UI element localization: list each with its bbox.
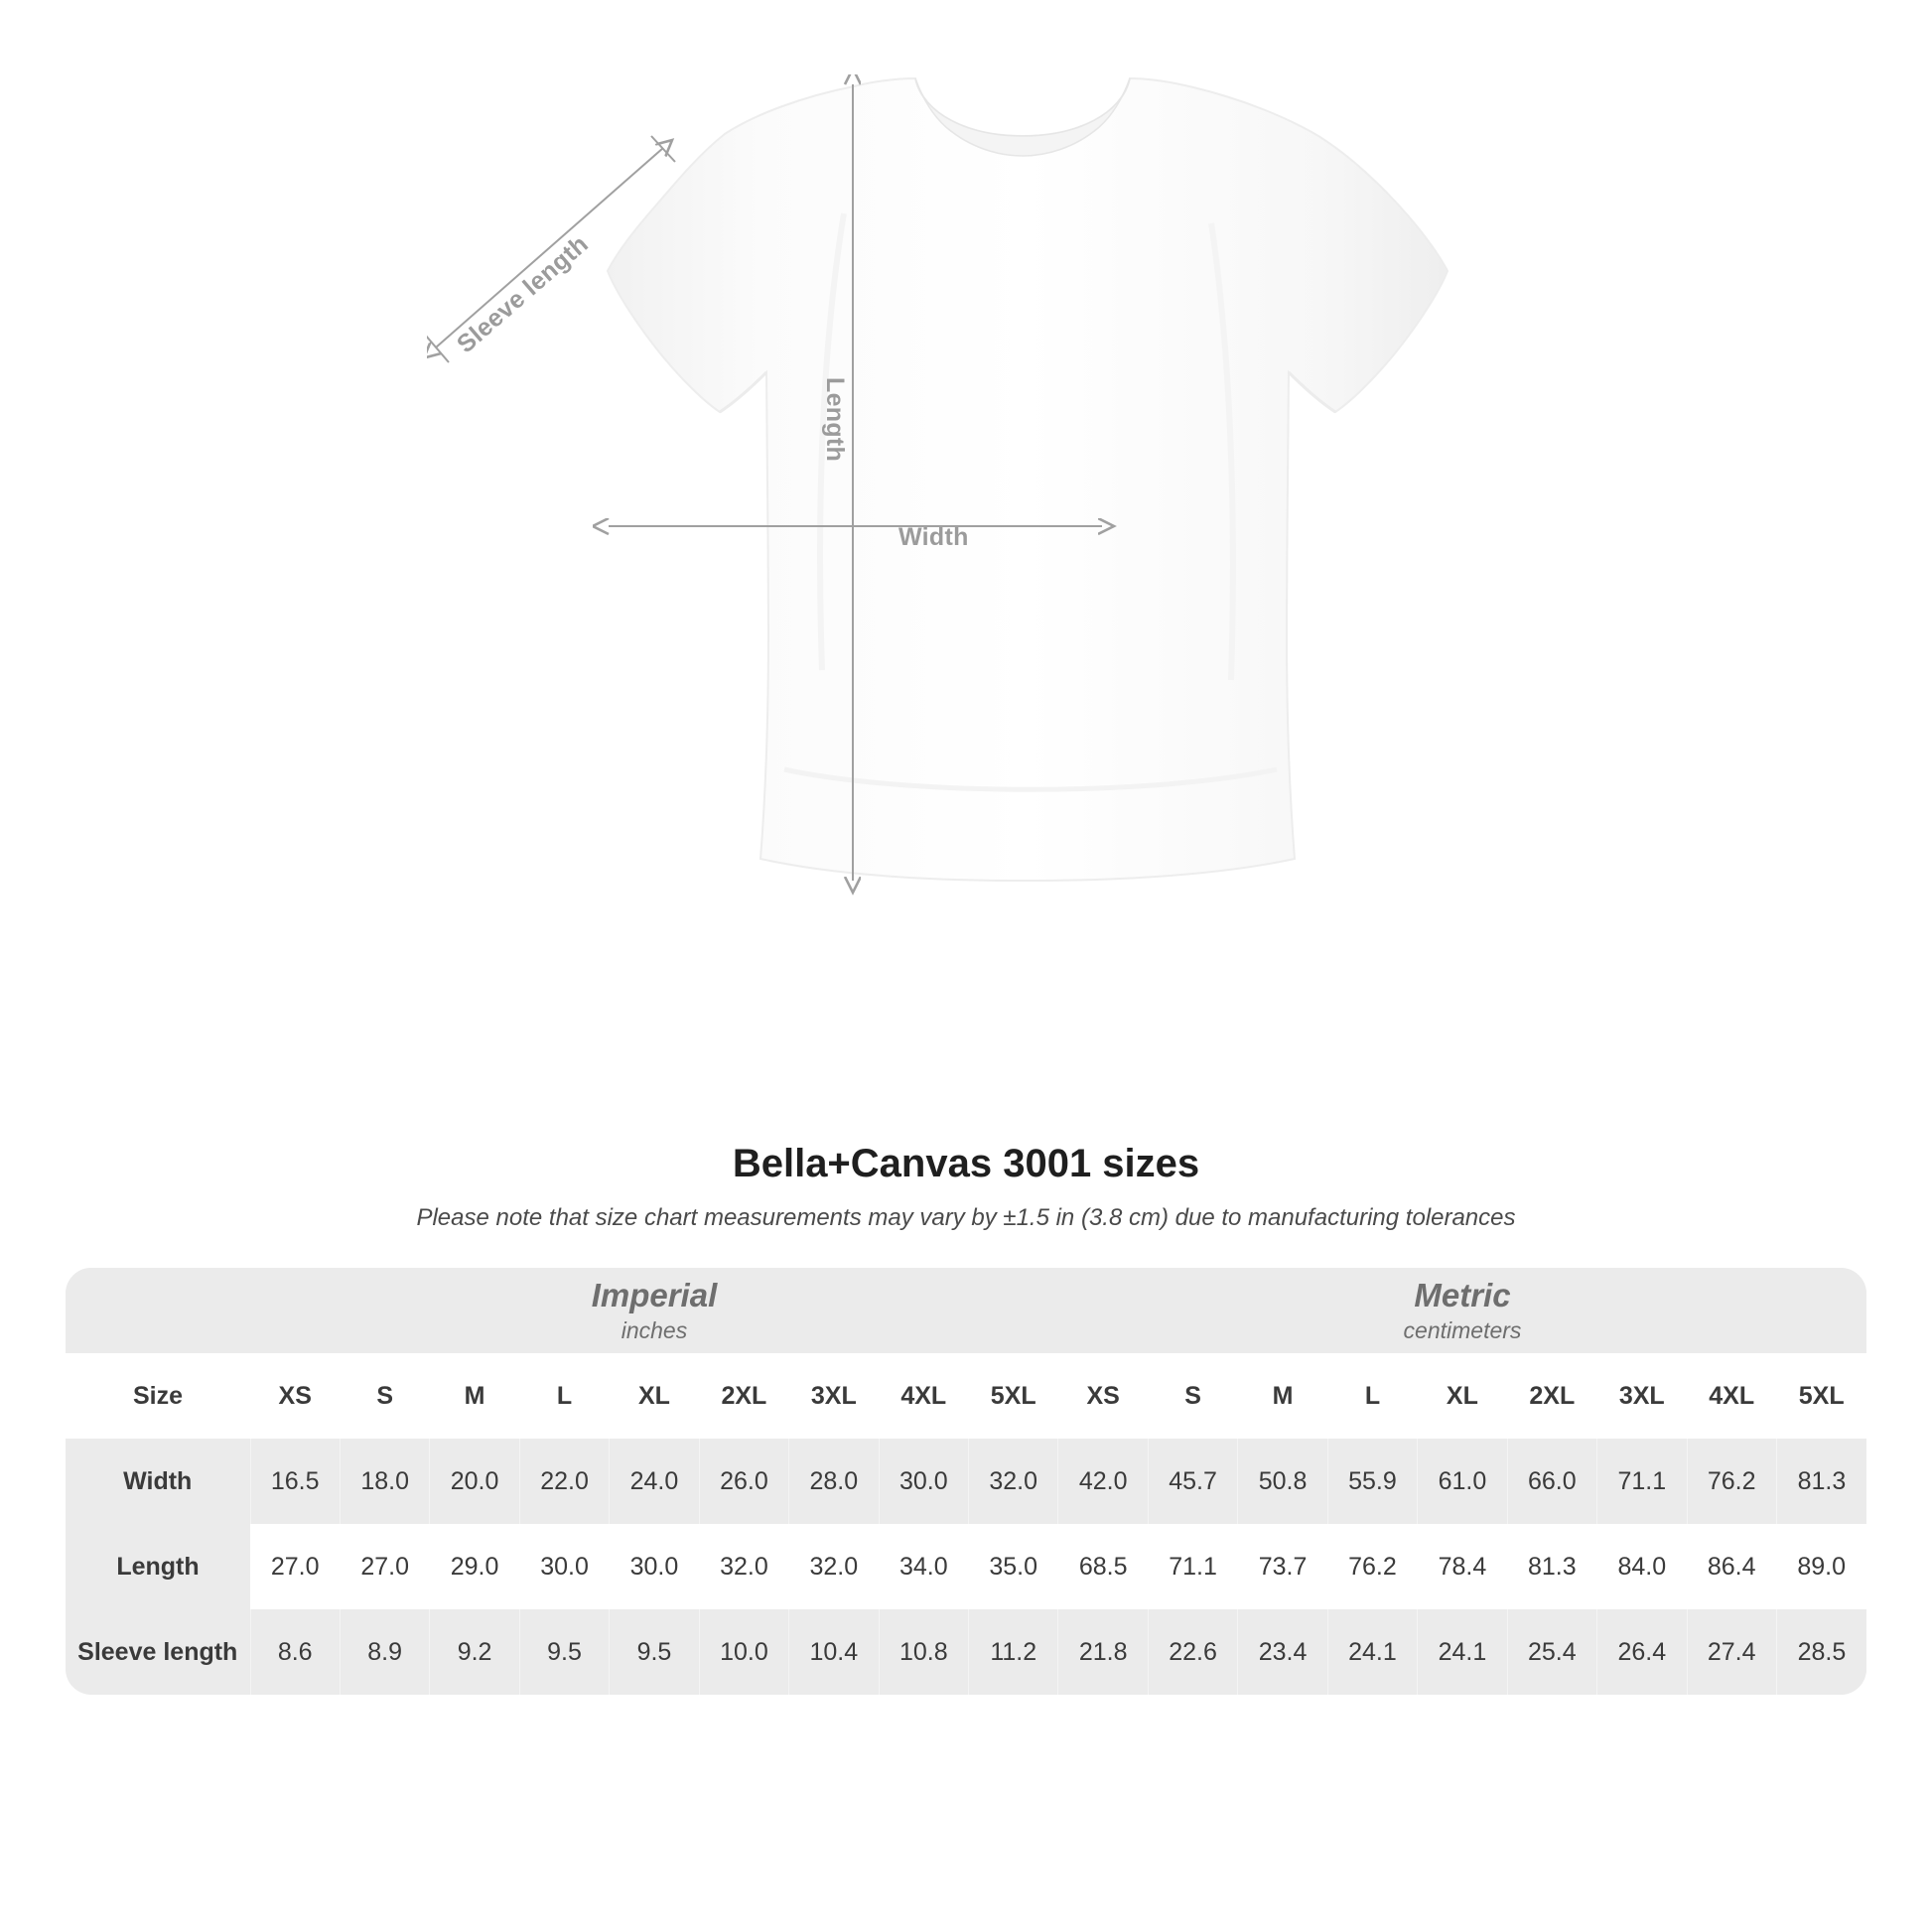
tolerance-note: Please note that size chart measurements may vary by ±1.5 in (3.8 cm) due to manufacturing tolerances: [416, 1204, 1516, 1231]
table-cell: 9.2: [430, 1609, 519, 1695]
table-cell: 66.0: [1507, 1439, 1596, 1524]
table-cell: 9.5: [519, 1609, 609, 1695]
table-cell: 78.4: [1418, 1524, 1507, 1609]
table-cell: 84.0: [1597, 1524, 1687, 1609]
size-table: [66, 1268, 1866, 1695]
table-cell: 25.4: [1507, 1609, 1596, 1695]
table-cell: 73.7: [1238, 1524, 1327, 1609]
table-cell: 29.0: [430, 1524, 519, 1609]
table-cell: 21.8: [1058, 1609, 1148, 1695]
table-cell: 27.0: [340, 1524, 429, 1609]
table-cell: 42.0: [1058, 1439, 1148, 1524]
table-cell: 86.4: [1687, 1524, 1776, 1609]
table-cell: 76.2: [1327, 1524, 1417, 1609]
tshirt-body-shape: [608, 78, 1448, 881]
size-header-cell: XL: [610, 1353, 699, 1439]
table-cell: 9.5: [610, 1609, 699, 1695]
table-cell: 45.7: [1148, 1439, 1237, 1524]
table-cell: 23.4: [1238, 1609, 1327, 1695]
unit-imperial-sub: inches: [621, 1316, 688, 1343]
table-cell: 24.1: [1327, 1609, 1417, 1695]
size-header-cell: 4XL: [879, 1353, 968, 1439]
table-cell: 22.0: [519, 1439, 609, 1524]
size-header-cell: S: [1148, 1353, 1237, 1439]
unit-metric-name: Metric: [1414, 1277, 1511, 1314]
table-cell: 8.6: [250, 1609, 340, 1695]
table-cell: 34.0: [879, 1524, 968, 1609]
table-cell: 32.0: [969, 1439, 1058, 1524]
size-header-cell: 4XL: [1687, 1353, 1776, 1439]
table-cell: 28.5: [1776, 1609, 1866, 1695]
tshirt-graphic: [427, 74, 1499, 1057]
table-cell: 81.3: [1776, 1439, 1866, 1524]
table-row: [66, 1439, 1866, 1524]
size-header-cell: M: [430, 1353, 519, 1439]
table-cell: 22.6: [1148, 1609, 1237, 1695]
table-cell: 76.2: [1687, 1439, 1776, 1524]
table-corner-label: Size: [66, 1353, 250, 1439]
table-cell: 71.1: [1597, 1439, 1687, 1524]
unit-imperial-name: Imperial: [591, 1277, 718, 1314]
table-cell: 71.1: [1148, 1524, 1237, 1609]
size-header-cell: 3XL: [789, 1353, 879, 1439]
width-dimension-label: Width: [898, 523, 969, 551]
size-header-cell: XS: [250, 1353, 340, 1439]
table-cell: 89.0: [1776, 1524, 1866, 1609]
size-header-cell: 5XL: [969, 1353, 1058, 1439]
size-chart-header: [0, 1142, 1932, 1232]
table-cell: 68.5: [1058, 1524, 1148, 1609]
table-row: [66, 1524, 1866, 1609]
size-header-cell: XL: [1418, 1353, 1507, 1439]
table-cell: 27.0: [250, 1524, 340, 1609]
table-cell: 55.9: [1327, 1439, 1417, 1524]
table-cell: 20.0: [430, 1439, 519, 1524]
size-header-cell: M: [1238, 1353, 1327, 1439]
table-row: [66, 1609, 1866, 1695]
table-cell: 11.2: [969, 1609, 1058, 1695]
unit-metric: [1058, 1268, 1866, 1353]
table-cell: 10.8: [879, 1609, 968, 1695]
unit-row-spacer: [66, 1268, 250, 1353]
table-cell: 10.4: [789, 1609, 879, 1695]
table-cell: 26.0: [699, 1439, 788, 1524]
table-cell: 30.0: [879, 1439, 968, 1524]
table-cell: 35.0: [969, 1524, 1058, 1609]
table-cell: 26.4: [1597, 1609, 1687, 1695]
table-cell: 16.5: [250, 1439, 340, 1524]
unit-imperial: [250, 1268, 1058, 1353]
table-cell: 61.0: [1418, 1439, 1507, 1524]
size-header-row: [66, 1353, 1866, 1439]
size-header-cell: 2XL: [699, 1353, 788, 1439]
table-cell: 18.0: [340, 1439, 429, 1524]
table-cell: 50.8: [1238, 1439, 1327, 1524]
table-cell: 24.0: [610, 1439, 699, 1524]
table-cell: 32.0: [699, 1524, 788, 1609]
unit-header-row: [66, 1268, 1866, 1353]
size-header-cell: 3XL: [1597, 1353, 1687, 1439]
sleeve-length-dimension-label: Sleeve length: [452, 229, 594, 359]
size-header-cell: XS: [1058, 1353, 1148, 1439]
table-cell: 81.3: [1507, 1524, 1596, 1609]
table-cell: 10.0: [699, 1609, 788, 1695]
table-cell: 27.4: [1687, 1609, 1776, 1695]
table-cell: 8.9: [340, 1609, 429, 1695]
row-label-sleeve-length: Sleeve length: [77, 1637, 238, 1666]
size-table-container: [66, 1268, 1866, 1695]
unit-metric-sub: centimeters: [1403, 1316, 1522, 1343]
size-header-cell: S: [340, 1353, 429, 1439]
length-dimension-label: Length: [821, 377, 849, 463]
row-label-width: Width: [123, 1466, 193, 1495]
row-label-length: Length: [116, 1552, 200, 1581]
table-cell: 24.1: [1418, 1609, 1507, 1695]
table-cell: 28.0: [789, 1439, 879, 1524]
size-header-cell: 2XL: [1507, 1353, 1596, 1439]
table-cell: 30.0: [519, 1524, 609, 1609]
page-title: Bella+Canvas 3001 sizes: [732, 1142, 1200, 1185]
table-cell: 32.0: [789, 1524, 879, 1609]
size-header-cell: L: [519, 1353, 609, 1439]
size-header-cell: 5XL: [1776, 1353, 1866, 1439]
table-cell: 30.0: [610, 1524, 699, 1609]
size-header-cell: L: [1327, 1353, 1417, 1439]
